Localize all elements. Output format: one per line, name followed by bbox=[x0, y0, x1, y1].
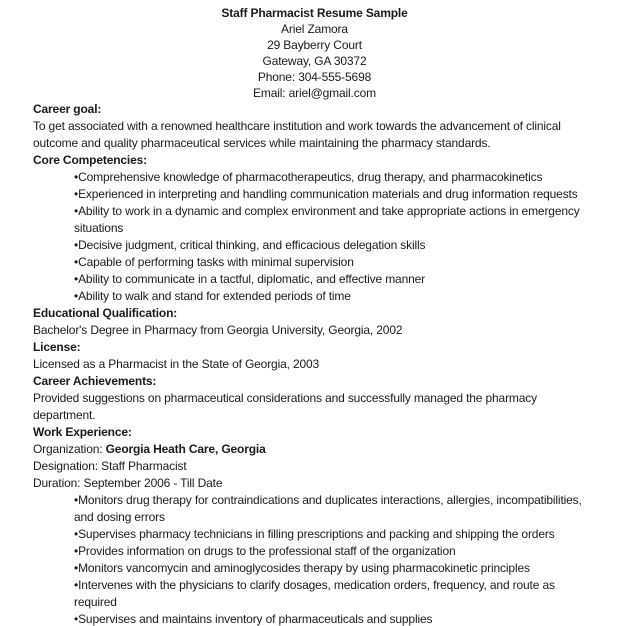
section-heading-education: Educational Qualification: bbox=[33, 306, 178, 320]
list-item-text: Decisive judgment, critical thinking, and efficacious delegation skills bbox=[78, 238, 426, 252]
list-item bbox=[74, 577, 596, 611]
work-organization bbox=[33, 441, 596, 458]
section-heading-career-achievements: Career Achievements: bbox=[33, 374, 157, 388]
list-item bbox=[74, 254, 596, 271]
bullet-icon: • bbox=[74, 187, 79, 201]
resume-header bbox=[33, 5, 596, 101]
organization-label: Organization: bbox=[33, 442, 106, 456]
list-item-text: Supervises pharmacy technicians in filling prescriptions and packing and shipping the orders bbox=[78, 527, 555, 541]
section-heading-work-experience: Work Experience: bbox=[33, 425, 132, 439]
bullet-icon: • bbox=[74, 204, 79, 218]
bullet-icon: • bbox=[74, 238, 79, 252]
contact-name: Ariel Zamora bbox=[281, 22, 348, 36]
list-item bbox=[74, 169, 596, 186]
list-item-text: Ability to communicate in a tactful, diplomatic, and effective manner bbox=[78, 272, 426, 286]
bullet-icon: • bbox=[74, 493, 79, 507]
bullet-icon: • bbox=[74, 561, 79, 575]
list-item bbox=[74, 526, 596, 543]
list-item bbox=[74, 288, 596, 305]
education-text: Bachelor's Degree in Pharmacy from Georgia University, Georgia, 2002 bbox=[33, 323, 403, 337]
list-item-text: Ability to work in a dynamic and complex environment and take appropriate actions in emergency situations bbox=[74, 204, 580, 235]
section-heading-core-competencies: Core Competencies: bbox=[33, 153, 147, 167]
bullet-icon: • bbox=[74, 544, 79, 558]
organization-value: Georgia Heath Care, Georgia bbox=[105, 442, 266, 456]
work-duration: Duration: September 2006 - Till Date bbox=[33, 476, 223, 490]
document-title: Staff Pharmacist Resume Sample bbox=[221, 6, 408, 20]
career-achievements-text: Provided suggestions on pharmaceutical considerations and successfully managed the pharmacy department. bbox=[33, 391, 537, 422]
list-item bbox=[74, 237, 596, 254]
list-item-text: Experienced in interpreting and handling communication materials and drug information requests bbox=[78, 187, 578, 201]
list-item bbox=[74, 492, 596, 526]
list-item-text: Comprehensive knowledge of pharmacotherapeutics, drug therapy, and pharmacokinetics bbox=[78, 170, 543, 184]
list-item-text: Supervises and maintains inventory of pharmaceuticals and supplies bbox=[78, 612, 433, 626]
contact-street: 29 Bayberry Court bbox=[267, 38, 362, 52]
contact-city-state-zip: Gateway, GA 30372 bbox=[262, 54, 367, 68]
list-item bbox=[74, 560, 596, 577]
list-item-text: Capable of performing tasks with minimal supervision bbox=[78, 255, 354, 269]
list-item-text: Monitors vancomycin and aminoglycosides therapy by using pharmacokinetic principles bbox=[78, 561, 530, 575]
list-item-text: Ability to walk and stand for extended periods of time bbox=[78, 289, 351, 303]
list-item bbox=[74, 611, 596, 626]
contact-phone: Phone: 304-555-5698 bbox=[257, 70, 372, 84]
license-text: Licensed as a Pharmacist in the State of Georgia, 2003 bbox=[33, 357, 320, 371]
bullet-icon: • bbox=[74, 255, 79, 269]
list-item-text: Provides information on drugs to the professional staff of the organization bbox=[78, 544, 456, 558]
section-heading-license: License: bbox=[33, 340, 81, 354]
bullet-icon: • bbox=[74, 289, 79, 303]
list-item bbox=[74, 543, 596, 560]
list-item bbox=[74, 203, 596, 237]
bullet-icon: • bbox=[74, 578, 79, 592]
work-designation: Designation: Staff Pharmacist bbox=[33, 459, 187, 473]
contact-email: Email: ariel@gmail.com bbox=[253, 86, 376, 100]
bullet-icon: • bbox=[74, 612, 79, 626]
bullet-icon: • bbox=[74, 527, 79, 541]
career-goal-text: To get associated with a renowned healthcare institution and work towards the advancement of clinical outcome and quality pharmaceutical services while maintaining the pharmacy standards. bbox=[33, 119, 561, 150]
bullet-icon: • bbox=[74, 170, 79, 184]
list-item bbox=[74, 186, 596, 203]
list-item bbox=[74, 271, 596, 288]
bullet-icon: • bbox=[74, 272, 79, 286]
list-item-text: Monitors drug therapy for contraindications and duplicates interactions, allergies, incompatibilities, and dosing errors bbox=[74, 493, 582, 524]
list-item-text: Intervenes with the physicians to clarify dosages, medication orders, frequency, and route as required bbox=[74, 578, 555, 609]
section-heading-career-goal: Career goal: bbox=[33, 102, 102, 116]
